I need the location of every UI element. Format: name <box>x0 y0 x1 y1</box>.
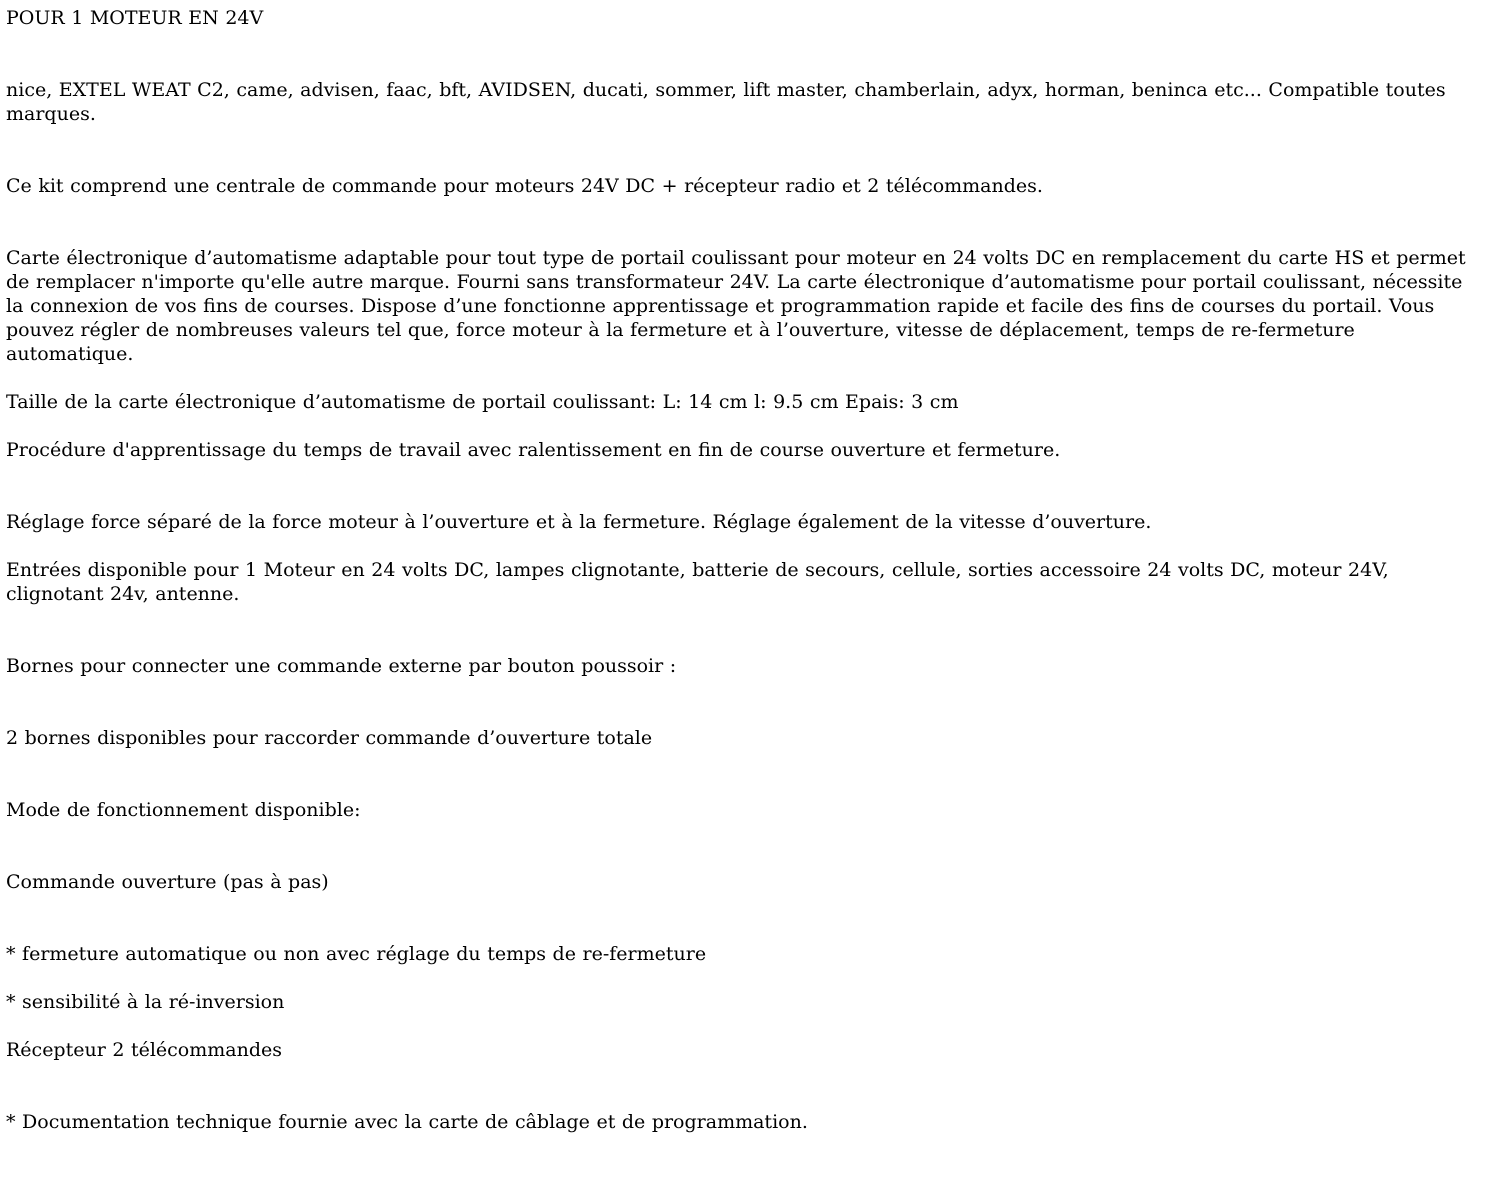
receiver-paragraph: Récepteur 2 télécommandes <box>6 1039 282 1061</box>
inputs-available-paragraph: Entrées disponible pour 1 Moteur en 24 volts DC, lampes clignotante, batterie de secours, cellule, sorties accessoire 24 volts DC, moteur 24V, clignotant 24v, antenne. <box>6 559 1389 605</box>
board-size-paragraph: Taille de la carte électronique d’automatisme de portail coulissant: L: 14 cm l: 9.5 cm Epais: 3 cm <box>6 391 959 413</box>
force-adjustment-paragraph: Réglage force séparé de la force moteur à l’ouverture et à la fermeture. Réglage également de la vitesse d’ouverture. <box>6 511 1152 533</box>
opening-command-paragraph: Commande ouverture (pas à pas) <box>6 871 329 893</box>
terminals-paragraph: 2 bornes disponibles pour raccorder commande d’ouverture totale <box>6 727 653 749</box>
heading-motor-24v: POUR 1 MOTEUR EN 24V <box>6 7 264 29</box>
operating-mode-paragraph: Mode de fonctionnement disponible: <box>6 799 361 821</box>
learning-procedure-paragraph: Procédure d'apprentissage du temps de travail avec ralentissement en fin de course ouverture et fermeture. <box>6 439 1061 461</box>
documentation-bullet: * Documentation technique fournie avec la carte de câblage et de programmation. <box>6 1111 808 1133</box>
external-command-paragraph: Bornes pour connecter une commande externe par bouton poussoir : <box>6 655 677 677</box>
compatible-brands-paragraph: nice, EXTEL WEAT C2, came, advisen, faac, bft, AVIDSEN, ducati, sommer, lift master, chamberlain, adyx, horman, beninca etc... Compatible toutes marques. <box>6 79 1446 125</box>
kit-contents-paragraph: Ce kit comprend une centrale de commande pour moteurs 24V DC + récepteur radio et 2 télécommandes. <box>6 175 1043 197</box>
sensitivity-bullet: * sensibilité à la ré-inversion <box>6 991 285 1013</box>
board-description-paragraph: Carte électronique d’automatisme adaptable pour tout type de portail coulissant pour moteur en 24 volts DC en remplacement du carte HS et permet de remplacer n'importe qu'elle autre marque. Fourni sans transformateur 24V. La carte électronique d’automatisme pour portail coulissant, nécessite la connexion de vos fins de courses. Dispose d’une fonctionne apprentissage et programmation rapide et facile des fins de courses du portail. Vous pouvez régler de nombreuses valeurs tel que, force moteur à la fermeture et à l’ouverture, vitesse de déplacement, temps de re-fermeture automatique. <box>6 247 1466 365</box>
auto-close-bullet: * fermeture automatique ou non avec réglage du temps de re-fermeture <box>6 943 707 965</box>
